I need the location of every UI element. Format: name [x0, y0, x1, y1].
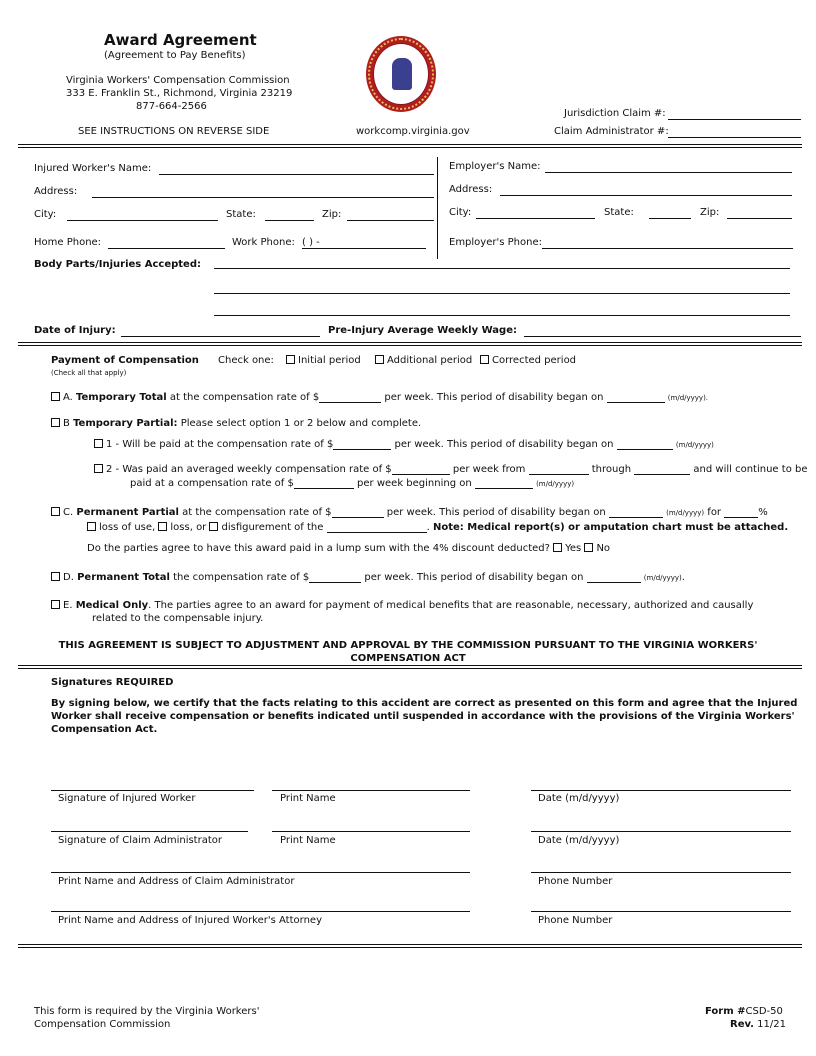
attorney-phone-field[interactable] — [531, 911, 791, 912]
worker-address-field[interactable] — [92, 197, 434, 198]
employer-name-field[interactable] — [545, 172, 792, 173]
worker-address-label: Address: — [34, 186, 78, 197]
employer-phone-field[interactable] — [542, 248, 793, 249]
claim-admin-label: Claim Administrator #: — [554, 126, 669, 137]
option-b-temporary-partial[interactable]: B Temporary Partial: Please select option 1 or 2 below and complete. — [51, 418, 421, 429]
employer-name-label: Employer's Name: — [449, 161, 541, 172]
employer-address-label: Address: — [449, 184, 493, 195]
divider — [18, 144, 802, 148]
worker-date-field[interactable] — [531, 790, 791, 791]
instructions-note: SEE INSTRUCTIONS ON REVERSE SIDE — [78, 126, 270, 137]
employer-city-field[interactable] — [476, 218, 595, 219]
lump-sum-yes-checkbox[interactable]: Yes — [553, 543, 581, 554]
claim-admin-field[interactable] — [668, 137, 801, 138]
website-link[interactable]: workcomp.virginia.gov — [356, 126, 470, 137]
worker-home-phone-label: Home Phone: — [34, 237, 102, 248]
employer-zip-field[interactable] — [727, 218, 792, 219]
form-title: Award Agreement — [104, 31, 257, 49]
worker-state-label: State: — [226, 209, 256, 220]
corrected-period-checkbox[interactable]: Corrected period — [480, 355, 576, 366]
payment-heading: Payment of Compensation — [51, 355, 199, 366]
org-name: Virginia Workers' Compensation Commission — [66, 75, 290, 86]
worker-print-name-label: Print Name — [280, 793, 336, 804]
option-c-permanent-partial[interactable]: C. Permanent Partial at the compensation rate of $ per week. This period of disability began on (m/d/yyyy) for % — [51, 507, 768, 518]
admin-phone-field[interactable] — [531, 872, 791, 873]
column-divider — [437, 157, 438, 259]
worker-work-phone-field[interactable]: ( ) - — [302, 237, 426, 249]
weekly-wage-label: Pre-Injury Average Weekly Wage: — [328, 325, 517, 336]
employer-state-label: State: — [604, 207, 634, 218]
divider — [18, 665, 802, 669]
employer-zip-label: Zip: — [700, 207, 720, 218]
approval-notice-2: COMPENSATION ACT — [350, 653, 466, 664]
worker-city-label: City: — [34, 209, 57, 220]
additional-period-checkbox[interactable]: Additional period — [375, 355, 472, 366]
admin-signature-field[interactable] — [51, 831, 248, 832]
divider — [18, 342, 802, 346]
loss-checkbox[interactable]: loss, or — [158, 522, 206, 533]
check-one-label: Check one: — [218, 355, 274, 366]
lump-sum-question: Do the parties agree to have this award paid in a lump sum with the 4% discount deducted? Yes No — [87, 543, 611, 554]
admin-print-name-label: Print Name — [280, 835, 336, 846]
certification-line-3: Compensation Act. — [51, 724, 158, 735]
option-b2-continued: paid at a compensation rate of $ per week beginning on (m/d/yyyy) — [130, 478, 575, 489]
attorney-phone-label: Phone Number — [538, 915, 613, 926]
certification-line-2: Worker shall receive compensation or benefits indicated until suspended in accordance with the provisions of the Virginia Workers' — [51, 711, 795, 722]
attorney-name-address-label: Print Name and Address of Injured Worker's Attorney — [58, 915, 322, 926]
virginia-state-seal-icon — [366, 36, 436, 112]
body-parts-field-1[interactable] — [214, 268, 790, 269]
jurisdiction-claim-field[interactable] — [668, 119, 801, 120]
lump-sum-no-checkbox[interactable]: No — [584, 543, 610, 554]
worker-work-phone-label: Work Phone: — [232, 237, 295, 248]
option-e-medical-only[interactable]: E. Medical Only. The parties agree to an award for payment of medical benefits that are reasonable, necessary, authorized and causally — [51, 600, 753, 611]
admin-name-address-field[interactable] — [51, 872, 470, 873]
loss-of-use-checkbox[interactable]: loss of use, — [87, 522, 155, 533]
date-of-injury-field[interactable] — [121, 336, 320, 337]
footer-requirement-1: This form is required by the Virginia Workers' — [34, 1006, 260, 1017]
signatures-heading: Signatures REQUIRED — [51, 677, 174, 688]
employer-state-field[interactable] — [649, 218, 691, 219]
admin-print-name-field[interactable] — [272, 831, 470, 832]
option-b1[interactable]: 1 - Will be paid at the compensation rate of $ per week. This period of disability began on (m/d/yyyy) — [94, 439, 714, 450]
body-parts-field-3[interactable] — [214, 315, 790, 316]
admin-date-label: Date (m/d/yyyy) — [538, 835, 620, 846]
form-subtitle: (Agreement to Pay Benefits) — [104, 50, 246, 61]
worker-zip-field[interactable] — [347, 220, 434, 221]
admin-date-field[interactable] — [531, 831, 791, 832]
worker-home-phone-field[interactable] — [108, 248, 225, 249]
org-phone: 877-664-2566 — [136, 101, 207, 112]
employer-address-field[interactable] — [500, 195, 792, 196]
employer-city-label: City: — [449, 207, 472, 218]
footer-requirement-2: Compensation Commission — [34, 1019, 171, 1030]
option-d-permanent-total[interactable]: D. Permanent Total the compensation rate of $ per week. This period of disability began on (m/d/yyyy). — [51, 572, 685, 583]
jurisdiction-claim-label: Jurisdiction Claim #: — [564, 108, 666, 119]
worker-city-field[interactable] — [67, 220, 218, 221]
divider — [18, 944, 802, 948]
option-b2[interactable]: 2 - Was paid an averaged weekly compensation rate of $ per week from through and will continue to be — [94, 464, 807, 475]
approval-notice-1: THIS AGREEMENT IS SUBJECT TO ADJUSTMENT AND APPROVAL BY THE COMMISSION PURSUANT TO THE VIRGINIA WORKERS' — [58, 640, 758, 651]
option-c-loss-row: loss of use, loss, or disfigurement of the . Note: Medical report(s) or amputation chart must be attached. — [87, 522, 788, 533]
disfigurement-checkbox[interactable]: disfigurement of the — [209, 522, 323, 533]
org-address: 333 E. Franklin St., Richmond, Virginia 23219 — [66, 88, 293, 99]
option-e-continued: related to the compensable injury. — [92, 613, 264, 624]
option-a-temporary-total[interactable]: A. Temporary Total at the compensation rate of $ per week. This period of disability began on (m/d/yyyy). — [51, 392, 708, 403]
form-number: Form #CSD-50 — [705, 1006, 783, 1017]
initial-period-checkbox[interactable]: Initial period — [286, 355, 361, 366]
worker-date-label: Date (m/d/yyyy) — [538, 793, 620, 804]
admin-name-address-label: Print Name and Address of Claim Administrator — [58, 876, 295, 887]
body-parts-field-2[interactable] — [214, 293, 790, 294]
employer-phone-label: Employer's Phone: — [449, 237, 542, 248]
attorney-name-address-field[interactable] — [51, 911, 470, 912]
weekly-wage-field[interactable] — [524, 336, 801, 337]
admin-phone-label: Phone Number — [538, 876, 613, 887]
form-revision: Rev. 11/21 — [730, 1019, 786, 1030]
body-parts-label: Body Parts/Injuries Accepted: — [34, 259, 201, 270]
worker-name-label: Injured Worker's Name: — [34, 163, 152, 174]
worker-state-field[interactable] — [265, 220, 314, 221]
worker-print-name-field[interactable] — [272, 790, 470, 791]
worker-zip-label: Zip: — [322, 209, 342, 220]
payment-subheading: (Check all that apply) — [51, 369, 127, 377]
admin-signature-label: Signature of Claim Administrator — [58, 835, 222, 846]
worker-signature-label: Signature of Injured Worker — [58, 793, 196, 804]
certification-line-1: By signing below, we certify that the facts relating to this accident are correct as presented on this form and agree that the Injured — [51, 698, 798, 709]
worker-signature-field[interactable] — [51, 790, 254, 791]
date-of-injury-label: Date of Injury: — [34, 325, 116, 336]
worker-name-field[interactable] — [159, 174, 434, 175]
